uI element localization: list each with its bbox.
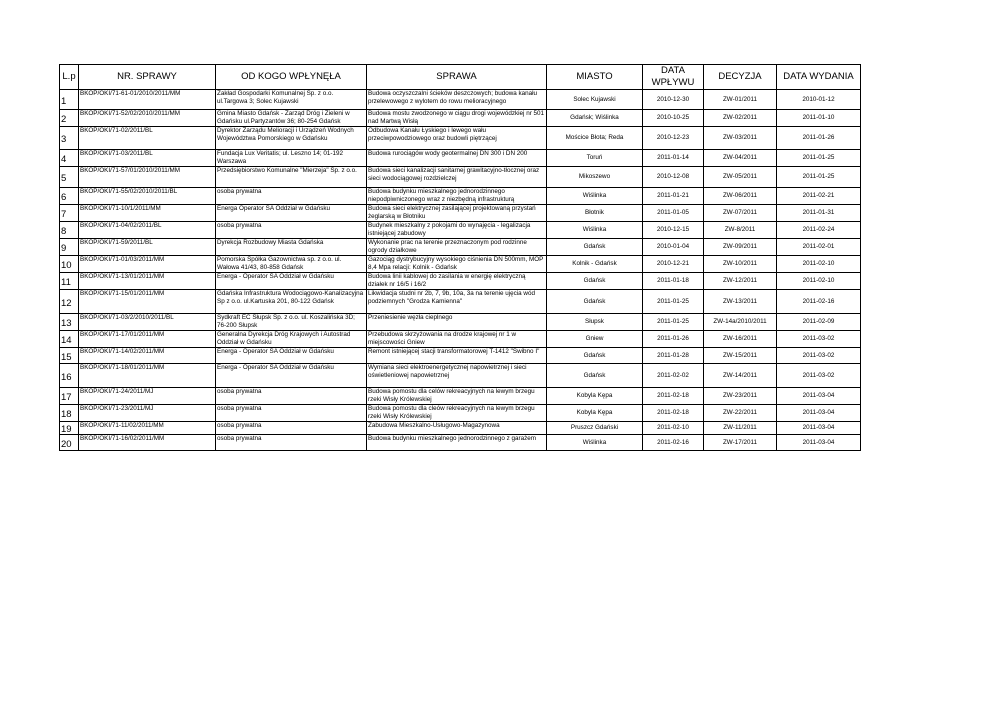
- issue-date: 2011-01-25: [777, 150, 861, 167]
- submitted-by: Gmina Miasto Gdańsk - Zarząd Dróg i Zieleni w Gdańsku ul.Partyzantów 36; 80-254 Gdańsk: [216, 110, 367, 127]
- case-number: BKOP/OKI/71-02/2011/BL: [79, 127, 216, 150]
- case-subject: Wymiana sieci elektroenergetycznej napowietrznej i sieci oświetleniowej napowietrznej: [367, 364, 547, 388]
- city: Gniew: [547, 331, 643, 348]
- city: Wiślinka: [547, 188, 643, 205]
- city: Kobyla Kępa: [547, 405, 643, 422]
- city: Słupsk: [547, 314, 643, 331]
- row-lp: 12: [60, 290, 79, 314]
- issue-date: 2011-02-24: [777, 222, 861, 239]
- case-subject: Gazociąg dystrybucyjny wysokiego ciśnienia DN 500mm, MOP 8,4 Mpa relacji: Kolnik - Gdańsk: [367, 256, 547, 273]
- table-row: [60, 188, 861, 205]
- table-row: [60, 110, 861, 127]
- row-lp: 20: [60, 435, 79, 451]
- submitted-by: Energa - Operator SA Oddział w Gdańsku: [216, 348, 367, 364]
- receipt-date: 2011-01-28: [643, 348, 704, 364]
- receipt-date: 2011-02-18: [643, 388, 704, 405]
- decision-number: ZW-14/2011: [704, 364, 777, 388]
- city: Gdańsk: [547, 348, 643, 364]
- issue-date: 2011-01-31: [777, 205, 861, 222]
- submitted-by: osoba prywatna: [216, 188, 367, 205]
- row-lp: 13: [60, 314, 79, 331]
- header-data-wplywu: DATA WPŁYWU: [643, 65, 704, 90]
- case-subject: Budowa rurociągów wody geotermalnej DN 300 i DN 200: [367, 150, 547, 167]
- row-lp: 9: [60, 239, 79, 256]
- city: Gdańsk: [547, 290, 643, 314]
- city: Gdańsk: [547, 364, 643, 388]
- city: Gdańsk; Wiślinka: [547, 110, 643, 127]
- table-row: [60, 331, 861, 348]
- city: Solec Kujawski: [547, 90, 643, 110]
- row-lp: 19: [60, 422, 79, 435]
- submitted-by: Generalna Dyrekcja Dróg Krajowych i Autostrad Oddział w Gdańsku: [216, 331, 367, 348]
- row-lp: 5: [60, 167, 79, 188]
- decision-number: ZW-16/2011: [704, 331, 777, 348]
- receipt-date: 2011-01-25: [643, 290, 704, 314]
- issue-date: 2011-01-10: [777, 110, 861, 127]
- table-row: [60, 239, 861, 256]
- table-row: [60, 273, 861, 290]
- case-number: BKOP/OKI/71-01/03/2011/MM: [79, 256, 216, 273]
- row-lp: 14: [60, 331, 79, 348]
- row-lp: 15: [60, 348, 79, 364]
- issue-date: 2011-02-10: [777, 256, 861, 273]
- decision-number: ZW-13/2011: [704, 290, 777, 314]
- receipt-date: 2010-12-21: [643, 256, 704, 273]
- row-lp: 6: [60, 188, 79, 205]
- submitted-by: Energa - Operator SA Oddział w Gdańsku: [216, 273, 367, 290]
- submitted-by: osoba prywatna: [216, 435, 367, 451]
- receipt-date: 2010-12-08: [643, 167, 704, 188]
- case-number: BKOP/OKI/71-13/01/2011/MM: [79, 273, 216, 290]
- receipt-date: 2011-02-02: [643, 364, 704, 388]
- issue-date: 2011-03-02: [777, 331, 861, 348]
- issue-date: 2010-01-12: [777, 90, 861, 110]
- receipt-date: 2011-02-10: [643, 422, 704, 435]
- table-row: [60, 348, 861, 364]
- submitted-by: Gdańska Infrastruktura Wodociągowo-Kanalizacyjna Sp z o.o. ul.Kartuska 201, 80-122 Gdańsk: [216, 290, 367, 314]
- issue-date: 2011-01-25: [777, 167, 861, 188]
- case-subject: Budowa oczyszczalni ścieków deszczowych; budowa kanału przelewowego z wylotem do rowu melioracyjnego: [367, 90, 547, 110]
- issue-date: 2011-03-02: [777, 348, 861, 364]
- table-row: [60, 90, 861, 110]
- row-lp: 8: [60, 222, 79, 239]
- submitted-by: Fundacja Lux Veritatis; ul. Leszno 14; 01-192 Warszawa: [216, 150, 367, 167]
- case-subject: Wykonanie prac na terenie przeznaczonym pod rodzinne ogrody działkowe: [367, 239, 547, 256]
- case-subject: Zabudowa Mieszkalno-Usługowo-Magazynowa: [367, 422, 547, 435]
- table-row: [60, 150, 861, 167]
- case-number: BKOP/OKI/71-23/2011/MJ: [79, 405, 216, 422]
- receipt-date: 2011-01-14: [643, 150, 704, 167]
- row-lp: 7: [60, 205, 79, 222]
- decision-number: ZW-11/2011: [704, 422, 777, 435]
- row-lp: 17: [60, 388, 79, 405]
- submitted-by: osoba prywatna: [216, 388, 367, 405]
- case-subject: Budowa pomostu dla cleów rekreacyjnych na lewym brzegu rzeki Wisły Królewskiej: [367, 405, 547, 422]
- table-row: [60, 127, 861, 150]
- case-subject: Budowa linii kablowej do zasilania w energię elektryczną działek nr 16/5 i 16/2: [367, 273, 547, 290]
- submitted-by: Dyrekcja Rozbudowy Miasta Gdańska: [216, 239, 367, 256]
- header-nr-sprawy: NR. SPRAWY: [79, 65, 216, 90]
- table-row: [60, 290, 861, 314]
- city: Toruń: [547, 150, 643, 167]
- decision-number: ZW-01/2011: [704, 90, 777, 110]
- case-number: BKOP/OKI/71-17/01/2011/MM: [79, 331, 216, 348]
- city: Gdańsk: [547, 239, 643, 256]
- decision-number: ZW-23/2011: [704, 388, 777, 405]
- decision-number: ZW-14a/2010/2011: [704, 314, 777, 331]
- case-subject: Budowa pomostu dla celów rekreacyjnych na lewym brzegu rzeki Wisły Królewskiej: [367, 388, 547, 405]
- submitted-by: Energa Operator SA Oddział w Gdańsku: [216, 205, 367, 222]
- case-number: BKOP/OKI/71-04/02/2011/BL: [79, 222, 216, 239]
- receipt-date: 2011-01-25: [643, 314, 704, 331]
- table-row: [60, 388, 861, 405]
- submitted-by: Sydkraft EC Słupsk Sp. z o.o. ul. Koszalińska 3D; 76-200 Słupsk: [216, 314, 367, 331]
- case-subject: Budynek mieszkalny z pokojami do wynajęcia - legalizacja istniejącej zabudowy: [367, 222, 547, 239]
- case-number: BKOP/OKI/71-16/02/2011/MM: [79, 435, 216, 451]
- issue-date: 2011-03-02: [777, 364, 861, 388]
- submitted-by: Zakład Gospodarki Komunalnej Sp. z o.o. ul.Targowa 3; Solec Kujawski: [216, 90, 367, 110]
- issue-date: 2011-03-04: [777, 422, 861, 435]
- case-subject: Budowa sieci kanalizacji sanitarnej grawitacyjno-tłocznej oraz sieci wodociągowej rozdzielczej: [367, 167, 547, 188]
- decision-number: ZW-10/2011: [704, 256, 777, 273]
- case-number: BKOP/OKI/71-55/02/2010/2011/BL: [79, 188, 216, 205]
- decision-number: ZW-17/2011: [704, 435, 777, 451]
- submitted-by: osoba prywatna: [216, 405, 367, 422]
- header-row: [60, 65, 861, 90]
- decision-number: ZW-03/2011: [704, 127, 777, 150]
- submitted-by: Pomorska Spółka Gazownictwa sp. z o.o. ul. Wałowa 41/43, 80-858 Gdańsk: [216, 256, 367, 273]
- city: Pruszcz Gdański: [547, 422, 643, 435]
- receipt-date: 2010-12-15: [643, 222, 704, 239]
- issue-date: 2011-03-04: [777, 388, 861, 405]
- decision-number: ZW-07/2011: [704, 205, 777, 222]
- case-number: BKOP/OKI/71-14/02/2011/MM: [79, 348, 216, 364]
- case-number: BKOP/OKI/71-11/02/2011/MM: [79, 422, 216, 435]
- city: Mikoszewo: [547, 167, 643, 188]
- case-number: BKOP/OKI/71-57/01/2010/2011/MM: [79, 167, 216, 188]
- issue-date: 2011-02-16: [777, 290, 861, 314]
- row-lp: 2: [60, 110, 79, 127]
- row-lp: 10: [60, 256, 79, 273]
- case-subject: Likwidacja studni nr 2b, 7, 9b, 10a, 3a na terenie ujęcia wód podziemnych "Grodza Kamienna": [367, 290, 547, 314]
- header-miasto: MIASTO: [547, 65, 643, 90]
- case-number: BKOP/OKI/71-10/1/2011/MM: [79, 205, 216, 222]
- case-subject: Przebudowa skrzyżowania na drodze krajowej nr 1 w miejscowości Gniew: [367, 331, 547, 348]
- issue-date: 2011-03-04: [777, 405, 861, 422]
- case-subject: Budowa budynku mieszkalnego jednorodzinnego niepodpiwniczonego wraz z niezbędną infrastrukturą: [367, 188, 547, 205]
- case-subject: Remont istniejącej stacji transformatorowej T-1412 "Świbno I": [367, 348, 547, 364]
- city: Gdańsk: [547, 273, 643, 290]
- issue-date: 2011-02-01: [777, 239, 861, 256]
- receipt-date: 2011-02-16: [643, 435, 704, 451]
- table-row: [60, 222, 861, 239]
- decision-number: ZW-02/2011: [704, 110, 777, 127]
- issue-date: 2011-02-10: [777, 273, 861, 290]
- table-row: [60, 314, 861, 331]
- city: Kolnik - Gdańsk: [547, 256, 643, 273]
- table-row: [60, 364, 861, 388]
- case-number: BKOP/OKI/71-18/01/2011/MM: [79, 364, 216, 388]
- decision-number: ZW-09/2011: [704, 239, 777, 256]
- case-subject: Budowa sieci elektrycznej zasilającej projektowaną przystań żeglarską w Błotniku: [367, 205, 547, 222]
- issue-date: 2011-02-09: [777, 314, 861, 331]
- submitted-by: Energa - Operator SA Oddział w Gdańsku: [216, 364, 367, 388]
- receipt-date: 2011-02-18: [643, 405, 704, 422]
- decision-number: ZW-06/2011: [704, 188, 777, 205]
- city: Błotnik: [547, 205, 643, 222]
- table-row: [60, 205, 861, 222]
- city: Wiślinka: [547, 222, 643, 239]
- case-number: BKOP/OKI/71-24/2011/MJ: [79, 388, 216, 405]
- receipt-date: 2011-01-26: [643, 331, 704, 348]
- submitted-by: Przedsiębiorstwo Komunalne "Mierzeja" Sp. z o.o.: [216, 167, 367, 188]
- case-subject: Budowa budynku mieszkalnego jednorodzinnego z garażem: [367, 435, 547, 451]
- table-row: [60, 435, 861, 451]
- receipt-date: 2011-01-05: [643, 205, 704, 222]
- row-lp: 18: [60, 405, 79, 422]
- header-od-kogo: OD KOGO WPŁYNĘŁA: [216, 65, 367, 90]
- row-lp: 11: [60, 273, 79, 290]
- receipt-date: 2011-01-21: [643, 188, 704, 205]
- city: Mościce Błota; Reda: [547, 127, 643, 150]
- issue-date: 2011-01-26: [777, 127, 861, 150]
- header-lp: L.p: [60, 65, 79, 90]
- decision-number: ZW-04/2011: [704, 150, 777, 167]
- city: Kobyla Kępa: [547, 388, 643, 405]
- submitted-by: osoba prywatna: [216, 222, 367, 239]
- row-lp: 1: [60, 90, 79, 110]
- row-lp: 4: [60, 150, 79, 167]
- decision-number: ZW-12/2011: [704, 273, 777, 290]
- case-subject: Przeniesienie węzła cieplnego: [367, 314, 547, 331]
- submitted-by: Dyrektor Zarządu Melioracji i Urządzeń Wodnych Województwa Pomorskiego w Gdańsku: [216, 127, 367, 150]
- register-table: [59, 64, 861, 451]
- case-number: BKOP/OKI/71-15/01/2011/MM: [79, 290, 216, 314]
- table-row: [60, 167, 861, 188]
- header-decyzja: DECYZJA: [704, 65, 777, 90]
- receipt-date: 2010-01-04: [643, 239, 704, 256]
- table-row: [60, 256, 861, 273]
- case-number: BKOP/OKI/71-52/02/2010/2011/MM: [79, 110, 216, 127]
- receipt-date: 2010-10-25: [643, 110, 704, 127]
- header-sprawa: SPRAWA: [367, 65, 547, 90]
- row-lp: 16: [60, 364, 79, 388]
- receipt-date: 2010-12-23: [643, 127, 704, 150]
- issue-date: 2011-03-04: [777, 435, 861, 451]
- decision-number: ZW-22/2011: [704, 405, 777, 422]
- table-row: [60, 422, 861, 435]
- case-number: BKOP/OKI/71-59/2011/BL: [79, 239, 216, 256]
- table-row: [60, 405, 861, 422]
- row-lp: 3: [60, 127, 79, 150]
- case-subject: Odbudowa Kanału Łyskiego i lewego wału przeciwpowodziowego oraz budowli piętrzącej: [367, 127, 547, 150]
- decision-number: ZW-8/2011: [704, 222, 777, 239]
- decision-number: ZW-15/2011: [704, 348, 777, 364]
- receipt-date: 2010-12-30: [643, 90, 704, 110]
- submitted-by: osoba prywatna: [216, 422, 367, 435]
- case-subject: Budowa mostu zwodzonego w ciągu drogi wojewódzkiej nr 501 nad Martwą Wisłą: [367, 110, 547, 127]
- decision-number: ZW-05/2011: [704, 167, 777, 188]
- case-number: BKOP/OKI/71-03/2/2010/2011/BL: [79, 314, 216, 331]
- header-data-wydania: DATA WYDANIA: [777, 65, 861, 90]
- case-number: BKOP/OKI/71-61-01/2010/2011/MM: [79, 90, 216, 110]
- receipt-date: 2011-01-18: [643, 273, 704, 290]
- city: Wiślinka: [547, 435, 643, 451]
- issue-date: 2011-02-21: [777, 188, 861, 205]
- case-number: BKOP/OKI/71-03/2011/BL: [79, 150, 216, 167]
